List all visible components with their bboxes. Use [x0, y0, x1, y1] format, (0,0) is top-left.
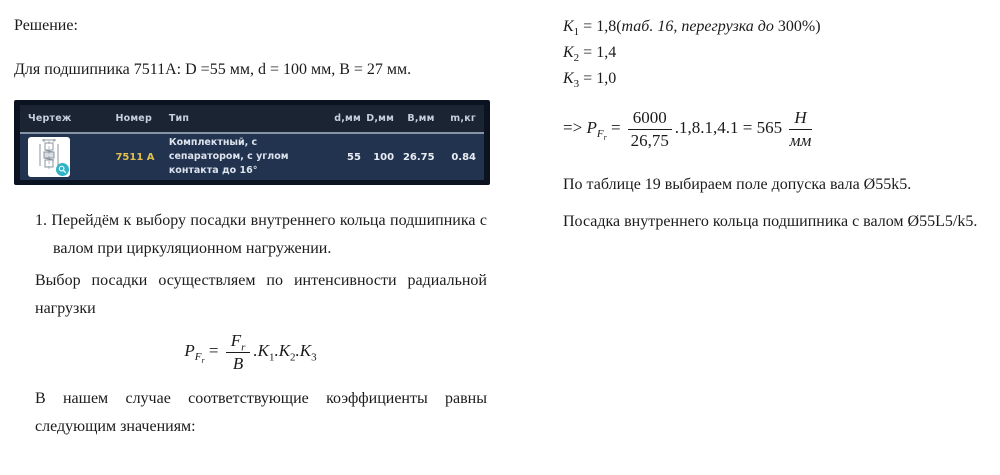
col-header-D: D,мм	[366, 113, 395, 124]
col-header-m: m,кг	[450, 113, 477, 124]
cell-d: 55	[347, 151, 361, 163]
formula-P: P	[184, 340, 195, 360]
bearing-params-line: Для подшипника 7511А: D =55 мм, d = 100 мм, B = 27 мм.	[14, 61, 412, 78]
coefficient-k3: $K_3 = 1,0$	[563, 70, 617, 91]
fraction-Fr-B: $\frac{F_r}{B}$	[226, 331, 251, 373]
cell-type: Комплектный, с сепаратором, с углом контакта до 16°	[168, 137, 289, 176]
cell-m: 0.84	[451, 151, 477, 163]
bearing-table-header-row	[20, 105, 484, 132]
coefficient-k2: $K_2 = 1,4$	[563, 44, 617, 65]
col-header-type: Тип	[168, 113, 190, 124]
left-column	[14, 0, 487, 441]
bearing-thumbnail[interactable]	[28, 137, 70, 177]
zoom-magnifier-icon[interactable]	[56, 163, 69, 176]
fraction-N-mm: $\frac{Н}{мм}$	[789, 108, 812, 150]
formula-radial-load: $P_{F_r}$ = $\frac{F_r}{B}$ $.K_1.K_2.K_3$	[184, 331, 317, 373]
right-column	[563, 0, 988, 235]
col-header-B: В,мм	[407, 113, 435, 124]
cell-B: 26.75	[402, 151, 435, 163]
coefficient-k1: $K_1 = 1,8(таб$. 16, перегрузка до 300%)	[563, 18, 821, 39]
col-header-drawing: Чертеж	[28, 113, 72, 124]
bearing-table	[14, 100, 490, 185]
cell-number: 7511 А	[115, 151, 155, 163]
list-item-1-marker: 1.	[35, 212, 47, 229]
col-header-d: d,мм	[334, 113, 361, 124]
list-item-1	[35, 207, 487, 263]
sentence-table19: По таблице 19 выбираем поле допуска вала Ø55k5.	[563, 176, 912, 194]
col-header-number: Номер	[115, 113, 152, 124]
list-item-1-text: Перейдём к выбору посадки внутреннего кольца подшипника с валом при циркуляционном нагружении.	[47, 212, 487, 257]
solution-heading: Решение:	[14, 17, 78, 34]
drawing-cell	[28, 137, 115, 177]
cell-D: 100	[373, 151, 395, 163]
table-row	[20, 134, 484, 180]
paragraph-coefficients: В нашем случае соответствующие коэффициенты равны следующим значениям:	[35, 390, 487, 436]
fraction-6000-2675: $\frac{6000}{26,75}$	[628, 108, 672, 150]
formula-result: => $P_{F_r}$ = $\frac{6000}{26,75}$ .1,8.1,4.1 = 565 $\frac{Н}{мм}$	[563, 108, 812, 150]
paragraph-intensity: Выбор посадки осуществляем по интенсивности радиальной нагрузки	[35, 272, 487, 317]
sentence-fit: Посадка внутреннего кольца подшипника с валом Ø55L5/k5.	[563, 213, 978, 231]
